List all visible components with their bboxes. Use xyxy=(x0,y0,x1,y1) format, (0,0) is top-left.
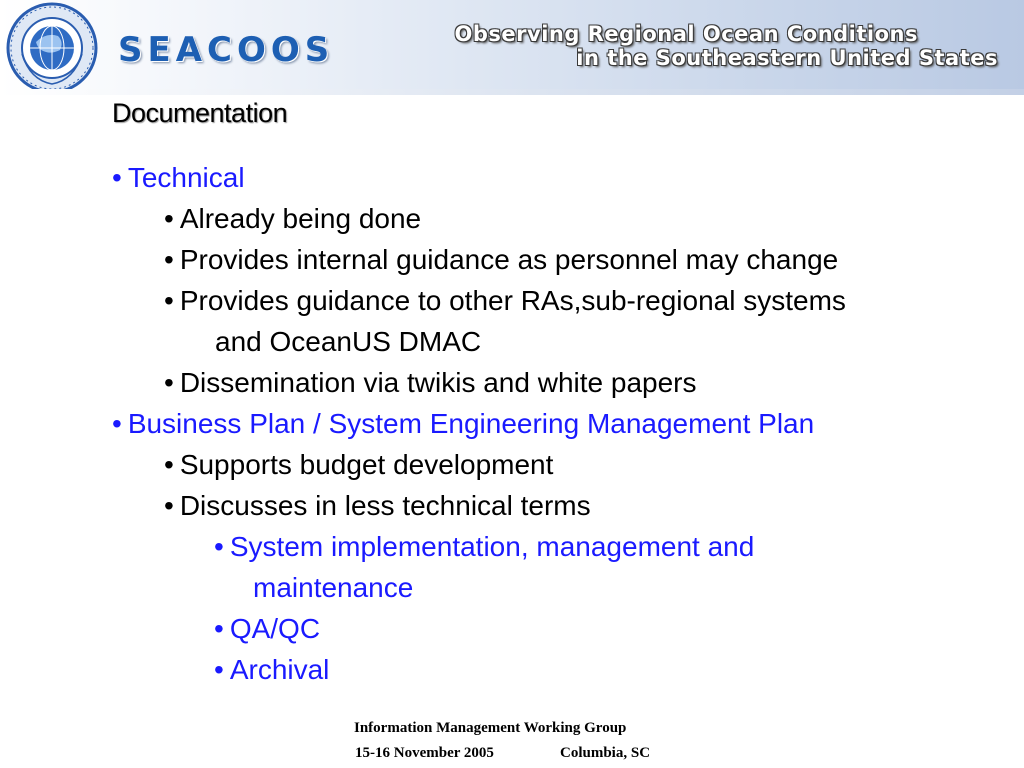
bullet-dot: • xyxy=(164,367,174,398)
bullet-dot: • xyxy=(164,244,174,275)
bullet-text: Archival xyxy=(229,654,330,685)
bullet-continuation xyxy=(112,567,1012,608)
header-tagline xyxy=(455,22,998,70)
bullet-text: Discusses in less technical terms xyxy=(179,490,591,521)
bullet-dot: • xyxy=(164,490,174,521)
bullet-text: Supports budget development xyxy=(179,449,554,480)
bullet-text: Provides internal guidance as personnel may change xyxy=(179,244,839,275)
slide-title: Documentation xyxy=(112,98,288,128)
bullet-text: Dissemination via twikis and white papers xyxy=(179,367,697,398)
bullet-text: Already being done xyxy=(179,203,422,234)
bullet-list xyxy=(112,157,1012,690)
bullet-text: and OceanUS DMAC xyxy=(215,326,482,357)
header-banner xyxy=(0,0,1024,95)
tagline-line-2: in the Southeastern United States xyxy=(576,46,998,70)
bullet-item xyxy=(112,198,1012,239)
bullet-item xyxy=(112,403,1012,444)
bullet-text: System implementation, management and xyxy=(229,531,755,562)
bullet-item xyxy=(112,239,1012,280)
bullet-text: maintenance xyxy=(253,572,414,603)
bullet-item xyxy=(112,608,1012,649)
seacoos-seal-logo xyxy=(6,2,98,94)
bullet-dot: • xyxy=(164,203,174,234)
logo-wordmark: SEACOOS xyxy=(118,30,335,70)
bullet-item xyxy=(112,485,1012,526)
bullet-text: QA/QC xyxy=(229,613,321,644)
bullet-dot: • xyxy=(164,449,174,480)
bullet-dot: • xyxy=(214,613,224,644)
bullet-dot: • xyxy=(214,654,224,685)
bullet-item xyxy=(112,362,1012,403)
bullet-text: Technical xyxy=(127,162,245,193)
bullet-dot: • xyxy=(214,531,224,562)
tagline-line-1: Observing Regional Ocean Conditions xyxy=(454,22,918,46)
bullet-text: Business Plan / System Engineering Management Plan xyxy=(127,408,815,439)
bullet-item xyxy=(112,157,1012,198)
footer-group: Information Management Working Group xyxy=(354,720,627,736)
bullet-continuation xyxy=(112,321,1012,362)
bullet-item xyxy=(112,526,1012,567)
bullet-text: Provides guidance to other RAs,sub-regional systems xyxy=(179,285,846,316)
bullet-item xyxy=(112,444,1012,485)
bullet-item xyxy=(112,649,1012,690)
bullet-dot: • xyxy=(164,285,174,316)
bullet-item xyxy=(112,280,1012,321)
bullet-dot: • xyxy=(112,408,122,439)
footer-location: Columbia, SC xyxy=(560,745,651,761)
footer-date: 15-16 November 2005 xyxy=(355,745,494,761)
bullet-dot: • xyxy=(112,162,122,193)
